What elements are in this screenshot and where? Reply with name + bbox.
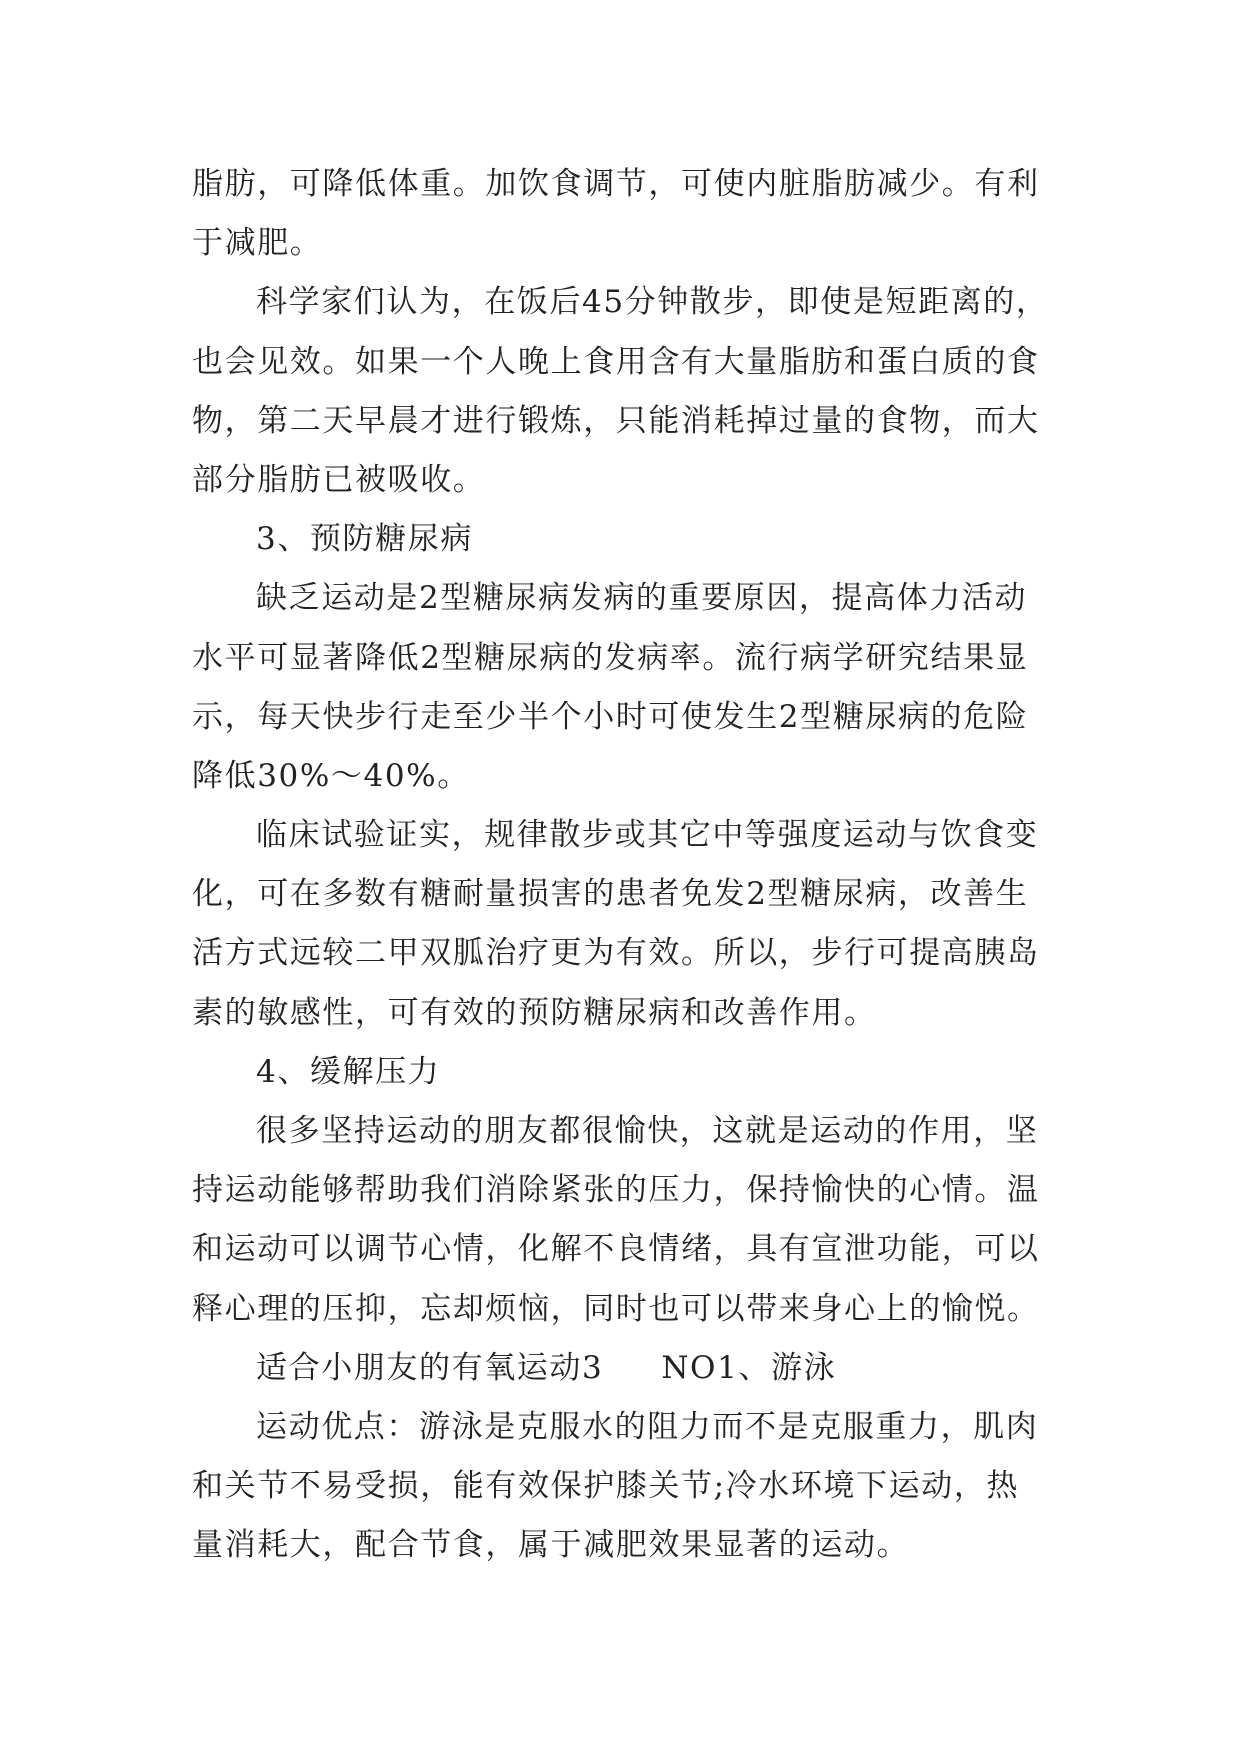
text-line: 活方式远较二甲双胍治疗更为有效。所以，步行可提高胰岛 — [192, 935, 1040, 972]
paragraph-start-line: 科学家们认为，在饭后45分钟散步，即使是短距离的， — [256, 284, 1049, 321]
text-line: 水平可显著降低2型糖尿病的发病率。流行病学研究结果显 — [192, 639, 1029, 676]
article-heading — [192, 1339, 1052, 1398]
article-heading-subtitle: NO1、游泳 — [661, 1349, 837, 1386]
text-line: 素的敏感性，可有效的预防糖尿病和改善作用。 — [192, 994, 877, 1031]
section-heading-3: 3、预防糖尿病 — [256, 521, 473, 558]
text-line: 和关节不易受损，能有效保护膝关节;冷水环境下运动，热 — [192, 1468, 1020, 1505]
text-line: 释心理的压抑，忘却烦恼，同时也可以带来身心上的愉悦。 — [192, 1290, 1040, 1327]
body-text — [192, 155, 1052, 1576]
paragraph-start-line: 很多坚持运动的朋友都很愉快，这就是运动的作用，坚 — [256, 1113, 1039, 1149]
text-line: 和运动可以调节心情，化解不良情绪，具有宣泄功能，可以 — [192, 1231, 1040, 1268]
text-line: 量消耗大，配合节食，属于减肥效果显著的运动。 — [192, 1527, 910, 1564]
article-heading-title: 适合小朋友的有氧运动3 — [256, 1349, 604, 1386]
text-line: 示，每天快步行走至少半个小时可使发生2型糖尿病的危险 — [192, 698, 1029, 735]
paragraph-start-line: 临床试验证实，规律散步或其它中等强度运动与饮食变 — [256, 817, 1039, 854]
paragraph-start-line: 缺乏运动是2型糖尿病发病的重要原因，提高体力活动 — [256, 580, 1028, 617]
text-line: 物，第二天早晨才进行锻炼，只能消耗掉过量的食物，而大 — [192, 402, 1040, 439]
text-line: 持运动能够帮助我们消除紧张的压力，保持愉快的心情。温 — [192, 1172, 1040, 1209]
text-line: 也会见效。如果一个人晚上食用含有大量脂肪和蛋白质的食 — [192, 343, 1040, 380]
text-line: 脂肪，可降低体重。加饮食调节，可使内脏脂肪减少。有利 — [192, 166, 1040, 202]
section-heading-4: 4、缓解压力 — [256, 1053, 441, 1090]
text-line: 于减肥。 — [192, 225, 323, 262]
text-line: 部分脂肪已被吸收。 — [192, 461, 486, 498]
text-line: 降低30%～40%。 — [192, 757, 470, 794]
text-line: 化，可在多数有糖耐量损害的患者免发2型糖尿病，改善生 — [192, 876, 1029, 913]
paragraph-start-line: 运动优点：游泳是克服水的阻力而不是克服重力，肌肉 — [256, 1408, 1039, 1445]
